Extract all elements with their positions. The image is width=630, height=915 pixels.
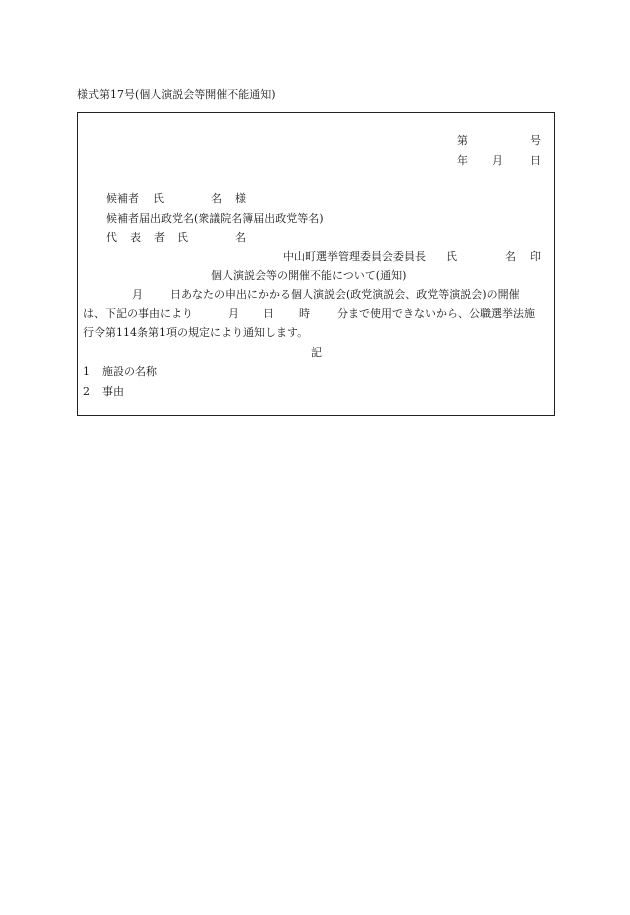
rep-dai: 代 (106, 231, 117, 244)
notice-frame (77, 112, 555, 416)
header-dai: 第 (457, 134, 468, 147)
candidate-shi: 氏 (153, 192, 164, 205)
rep-sha: 者 (154, 231, 165, 244)
rep-hyou: 表 (130, 231, 141, 244)
item-1-num: 1 (83, 365, 90, 378)
body-l2-text-a: は、下記の事由により (83, 307, 193, 320)
header-hi: 日 (530, 154, 541, 167)
header-gou: 号 (530, 134, 541, 147)
sender-mei: 名 (505, 250, 516, 263)
form-title: 様式第17号(個人演説会等開催不能通知) (77, 88, 276, 101)
candidate-sama: 様 (235, 192, 246, 205)
seal-in: 印 (530, 250, 541, 263)
subject-line: 個人演説会等の開催不能について(通知) (211, 269, 407, 282)
body-l2-day: 日 (263, 307, 274, 320)
party-line: 候補者届出政党名(衆議院名簿届出政党等名) (106, 212, 324, 225)
header-nen: 年 (457, 154, 468, 167)
body-l3-text: 行令第114条第1項の規定により通知します。 (83, 326, 309, 339)
candidate-label: 候補者 (106, 192, 139, 205)
header-tsuki: 月 (492, 154, 503, 167)
sender-shi: 氏 (446, 250, 457, 263)
candidate-mei: 名 (211, 192, 222, 205)
ki-marker: 記 (311, 346, 322, 359)
body-l2-text-b: 分まで使用できないから、公職選挙法施 (337, 307, 535, 320)
body-l2-hour: 時 (299, 307, 310, 320)
body-l1-month: 月 (132, 288, 143, 301)
item-2-label: 事由 (102, 385, 124, 398)
rep-shi: 氏 (177, 231, 188, 244)
item-1-label: 施設の名称 (102, 365, 157, 378)
sender-title: 中山町選挙管理委員会委員長 (283, 250, 426, 263)
body-l1-text: 日あなたの申出にかかる個人演説会(政党演説会、政党等演説会)の開催 (170, 288, 520, 301)
body-l2-month: 月 (228, 307, 239, 320)
rep-mei: 名 (235, 231, 246, 244)
item-2-num: 2 (83, 385, 90, 398)
